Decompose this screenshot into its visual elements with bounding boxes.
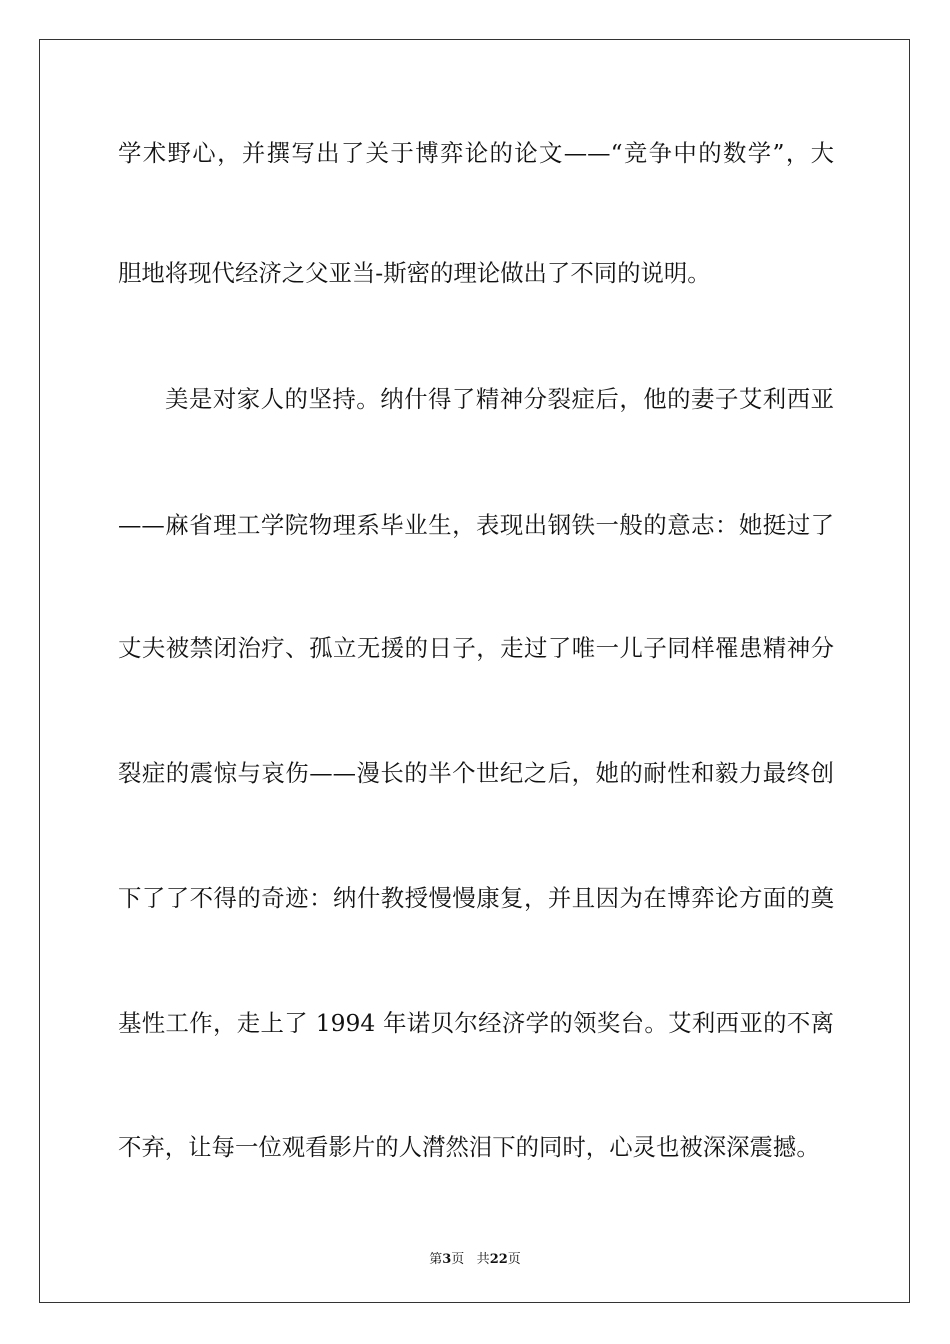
text-line-5: 丈夫被禁闭治疗、孤立无援的日子，走过了唯一儿子同样罹患精神分 [118, 634, 834, 662]
text-line-8: 基性工作，走上了 1994 年诺贝尔经济学的领奖台。艾利西亚的不离 [118, 1009, 834, 1037]
text-line-2: 胆地将现代经济之父亚当-斯密的理论做出了不同的说明。 [118, 259, 711, 287]
total-pages: 22 [489, 1252, 508, 1267]
total-suffix: 页 [507, 1252, 521, 1267]
page-suffix: 页 [451, 1252, 465, 1267]
page-border [39, 39, 910, 1303]
text-line-7: 下了了不得的奇迹：纳什教授慢慢康复，并且因为在博弈论方面的奠 [118, 884, 834, 912]
page-footer [0, 1248, 950, 1267]
text-line-1: 学术野心，并撰写出了关于博弈论的论文——“竞争中的数学”，大 [118, 139, 834, 167]
page-prefix: 第 [429, 1252, 443, 1267]
total-prefix: 共 [476, 1252, 490, 1267]
text-line-3: 美是对家人的坚持。纳什得了精神分裂症后，他的妻子艾利西亚 [165, 385, 834, 413]
text-line-4: ——麻省理工学院物理系毕业生，表现出钢铁一般的意志：她挺过了 [118, 511, 834, 539]
text-line-6: 裂症的震惊与哀伤——漫长的半个世纪之后，她的耐性和毅力最终创 [118, 759, 834, 787]
text-line-9: 不弃，让每一位观看影片的人潸然泪下的同时，心灵也被深深震撼。 [118, 1133, 820, 1161]
page-number: 3 [442, 1252, 452, 1267]
